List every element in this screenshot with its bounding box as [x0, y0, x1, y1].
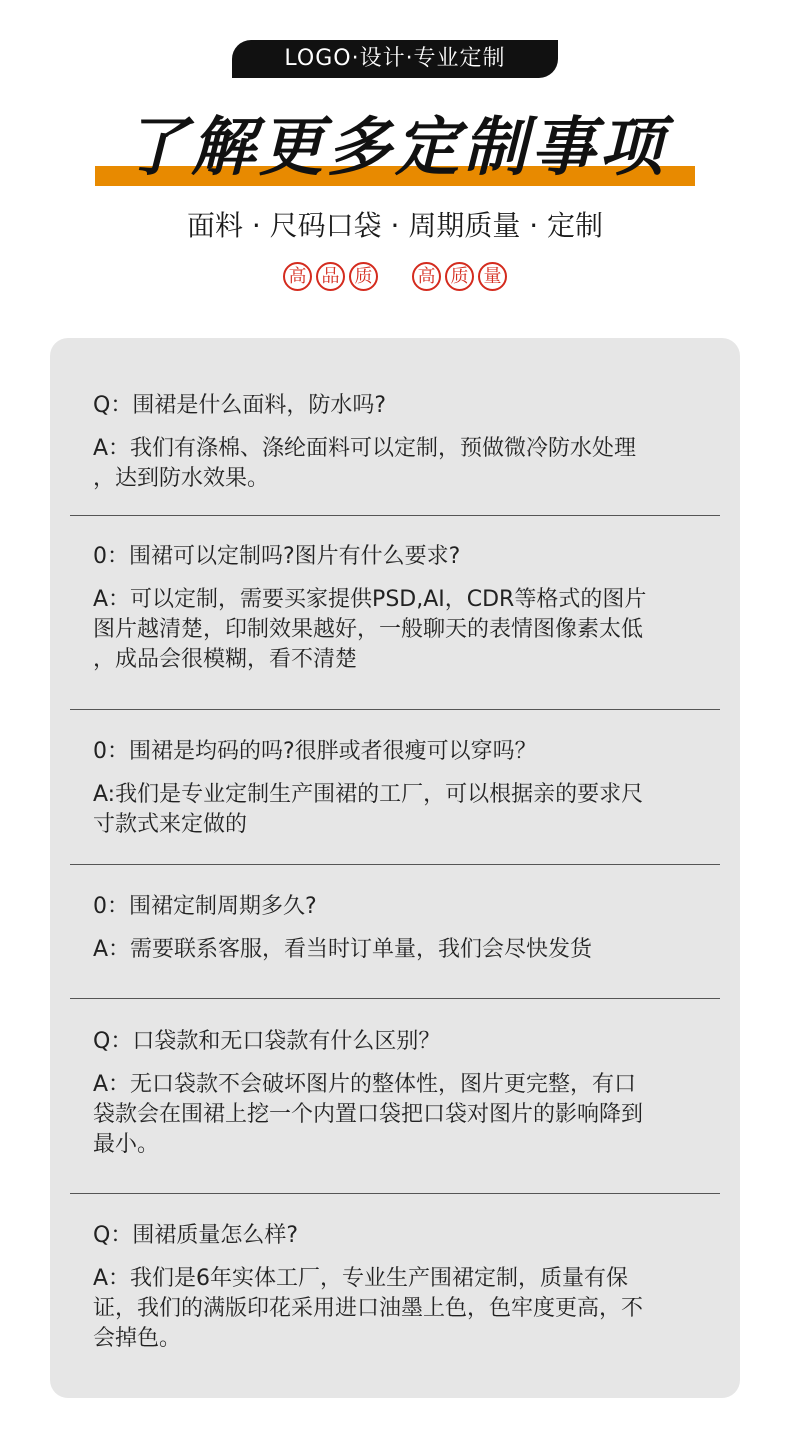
- badge-circle: 高: [283, 262, 312, 291]
- faq-question: Q：口袋款和无口袋款有什么区别？: [93, 1029, 441, 1054]
- faq-question: 0：围裙定制周期多久?: [93, 894, 317, 919]
- badge-circle: 质: [445, 262, 474, 291]
- badge-group-high-quality: [412, 262, 507, 292]
- faq-panel: [50, 338, 740, 1398]
- faq-divider: [70, 998, 720, 999]
- badge-circle: 量: [478, 262, 507, 291]
- faq-item: [70, 736, 720, 840]
- page-subtitle: 面料 · 尺码口袋 · 周期质量 · 定制: [186, 209, 604, 242]
- faq-item: [70, 1026, 720, 1160]
- faq-answer: A:我们是专业定制生产围裙的工厂，可以根据亲的要求尺 寸款式来定做的: [93, 782, 644, 837]
- faq-item: [70, 1220, 720, 1354]
- faq-item: [70, 541, 720, 675]
- faq-answer: A：我们是6年实体工厂，专业生产围裙定制，质量有保 证，我们的满版印花采用进口油墨上色，色牢度更高，不 会掉色。: [93, 1266, 644, 1351]
- faq-question: 0：围裙是均码的吗?很胖或者很瘦可以穿吗？: [93, 739, 537, 764]
- badge-circle: 品: [316, 262, 345, 291]
- faq-answer: A：可以定制，需要买家提供PSD,AI，CDR等格式的图片 图片越清楚，印制效果越好，一般聊天的表情图像素太低 ，成品会很模糊，看不清楚: [93, 587, 647, 672]
- badge-circle: 质: [349, 262, 378, 291]
- faq-item: [70, 390, 720, 494]
- badge-group-high-grade: [283, 262, 378, 292]
- quality-badges: [0, 262, 790, 292]
- faq-answer: A：无口袋款不会破坏图片的整体性，图片更完整，有口 袋款会在围裙上挖一个内置口袋把口袋对图片的影响降到 最小。: [93, 1072, 644, 1157]
- badge-circle: 高: [412, 262, 441, 291]
- logo-pill: LOGO·设计·专业定制: [232, 40, 558, 78]
- page-title: 了解更多定制事项: [123, 111, 667, 185]
- faq-divider: [70, 709, 720, 710]
- faq-divider: [70, 1193, 720, 1194]
- faq-question: Q：围裙质量怎么样?: [93, 1223, 298, 1248]
- faq-divider: [70, 515, 720, 516]
- faq-divider: [70, 864, 720, 865]
- faq-item: [70, 891, 720, 965]
- faq-question: 0：围裙可以定制吗?图片有什么要求?: [93, 544, 461, 569]
- faq-answer: A：我们有涤棉、涤纶面料可以定制，预做微冷防水处理 ，达到防水效果。: [93, 436, 637, 491]
- title-block: [95, 108, 695, 188]
- faq-question: Q：围裙是什么面料，防水吗?: [93, 393, 386, 418]
- faq-answer: A：需要联系客服，看当时订单量，我们会尽快发货: [93, 937, 593, 962]
